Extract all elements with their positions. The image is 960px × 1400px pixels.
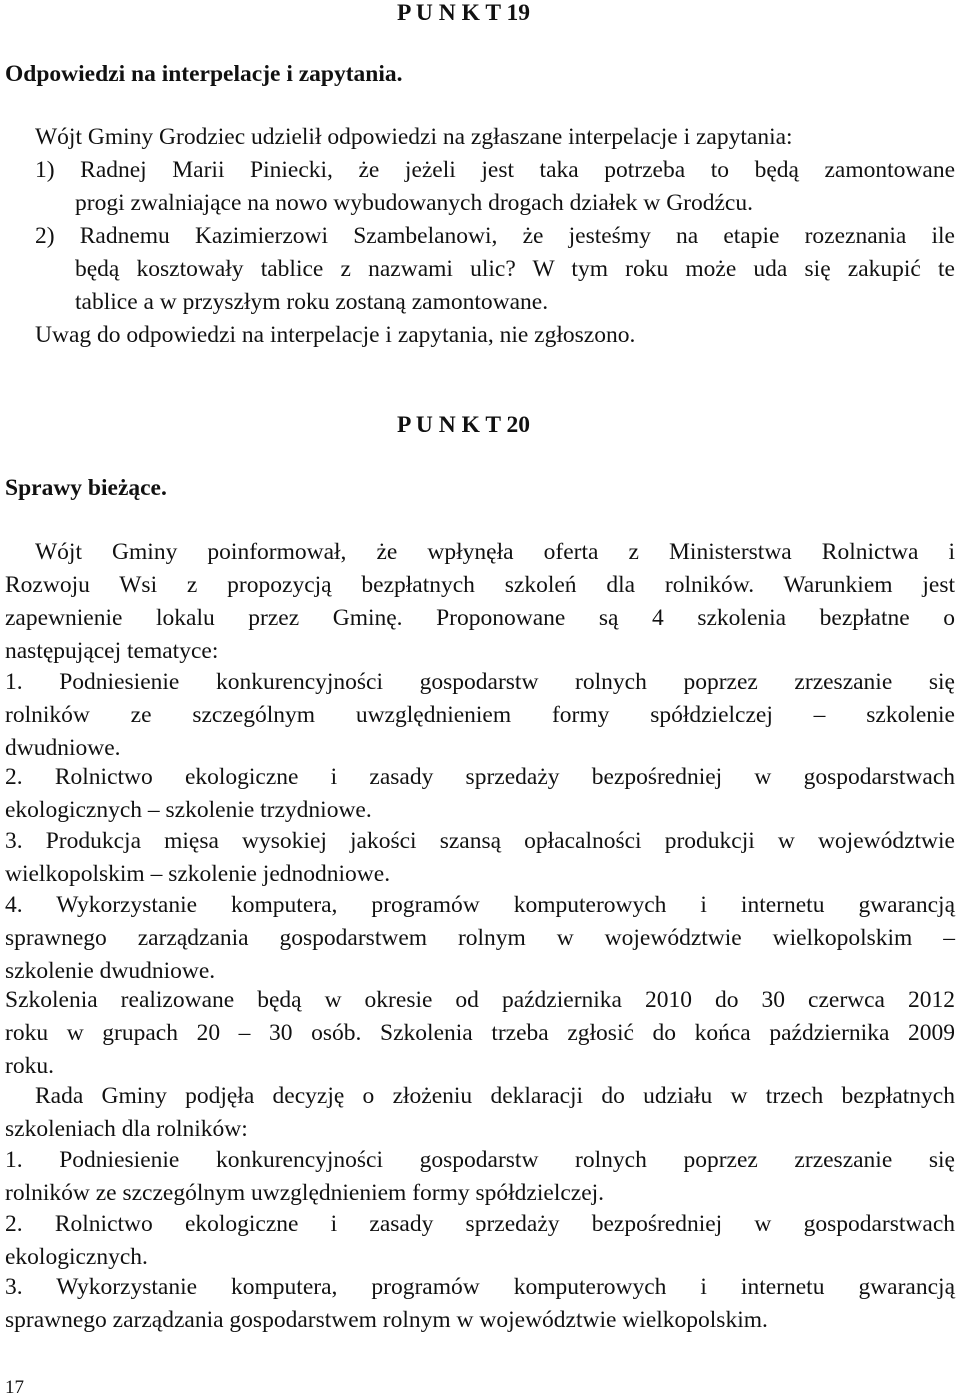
section-20-line-17: roku. [5, 1053, 54, 1079]
section-20-line-21: rolników ze szczególnym uwzględnieniem formy spółdzielczej. [5, 1180, 605, 1206]
section-19-line-1: Wójt Gminy Grodziec udzielił odpowiedzi na zgłaszane interpelacje i zapytania: [35, 124, 793, 150]
section-20-line-4: następującej tematyce: [5, 638, 219, 664]
section-19-line-6: tablice a w przyszłym roku zostaną zamontowane. [75, 289, 549, 315]
section-19-line-3: progi zwalniające na nowo wybudowanych drogach działek w Grodźcu. [75, 190, 753, 216]
section-20-line-24: 3. Wykorzystanie komputera, programów komputerowych i internetu gwarancją [5, 1274, 955, 1300]
section-20-line-18: Rada Gminy podjęła decyzję o złożeniu deklaracji do udziału w trzech bezpłatnych [35, 1083, 955, 1109]
section-20-line-15: Szkolenia realizowane będą w okresie od października 2010 do 30 czerwca 2012 [5, 987, 955, 1013]
section-19-line-2: 1) Radnej Marii Piniecki, że jeżeli jest taka potrzeba to będą zamontowane [35, 157, 955, 183]
section-20-line-3: zapewnienie lokalu przez Gminę. Proponowane są 4 szkolenia bezpłatne o [5, 605, 955, 631]
section-20-line-25: sprawnego zarządzania gospodarstwem rolnym w województwie wielkopolskim. [5, 1307, 768, 1333]
section-19-line-4: 2) Radnemu Kazimierzowi Szambelanowi, że jesteśmy na etapie rozeznania ile [35, 223, 955, 249]
section-19-line-7: Uwag do odpowiedzi na interpelacje i zapytania, nie zgłoszono. [35, 322, 636, 348]
section-19-title: Odpowiedzi na interpelacje i zapytania. [5, 61, 403, 87]
section-20-line-19: szkoleniach dla rolników: [5, 1116, 248, 1142]
section-19-heading: P U N K T 19 [397, 0, 530, 26]
section-20-line-16: roku w grupach 20 – 30 osób. Szkolenia trzeba zgłosić do końca października 2009 [5, 1020, 955, 1046]
section-20-line-12: 4. Wykorzystanie komputera, programów komputerowych i internetu gwarancją [5, 892, 955, 918]
section-20-line-8: 2. Rolnictwo ekologiczne i zasady sprzedaży bezpośredniej w gospodarstwach [5, 764, 955, 790]
section-20-line-13: sprawnego zarządzania gospodarstwem rolnym w województwie wielkopolskim – [5, 925, 955, 951]
section-20-line-2: Rozwoju Wsi z propozycją bezpłatnych szkoleń dla rolników. Warunkiem jest [5, 572, 955, 598]
section-20-line-6: rolników ze szczególnym uwzględnieniem formy spółdzielczej – szkolenie [5, 702, 955, 728]
section-20-line-23: ekologicznych. [5, 1244, 148, 1270]
section-20-line-10: 3. Produkcja mięsa wysokiej jakości szansą opłacalności produkcji w województwie [5, 828, 955, 854]
section-20-line-1: Wójt Gminy poinformował, że wpłynęła oferta z Ministerstwa Rolnictwa i [35, 539, 955, 565]
section-20-line-20: 1. Podniesienie konkurencyjności gospodarstw rolnych poprzez zrzeszanie się [5, 1147, 955, 1173]
section-20-title: Sprawy bieżące. [5, 475, 167, 501]
section-20-line-22: 2. Rolnictwo ekologiczne i zasady sprzedaży bezpośredniej w gospodarstwach [5, 1211, 955, 1237]
section-20-heading: P U N K T 20 [397, 412, 530, 438]
section-20-line-11: wielkopolskim – szkolenie jednodniowe. [5, 861, 391, 887]
section-20-line-9: ekologicznych – szkolenie trzydniowe. [5, 797, 372, 823]
section-20-line-7: dwudniowe. [5, 735, 121, 761]
section-19-line-5: będą kosztowały tablice z nazwami ulic? W tym roku może uda się zakupić te [75, 256, 955, 282]
page-number: 17 [5, 1377, 24, 1398]
section-20-line-14: szkolenie dwudniowe. [5, 958, 216, 984]
section-20-line-5: 1. Podniesienie konkurencyjności gospodarstw rolnych poprzez zrzeszanie się [5, 669, 955, 695]
